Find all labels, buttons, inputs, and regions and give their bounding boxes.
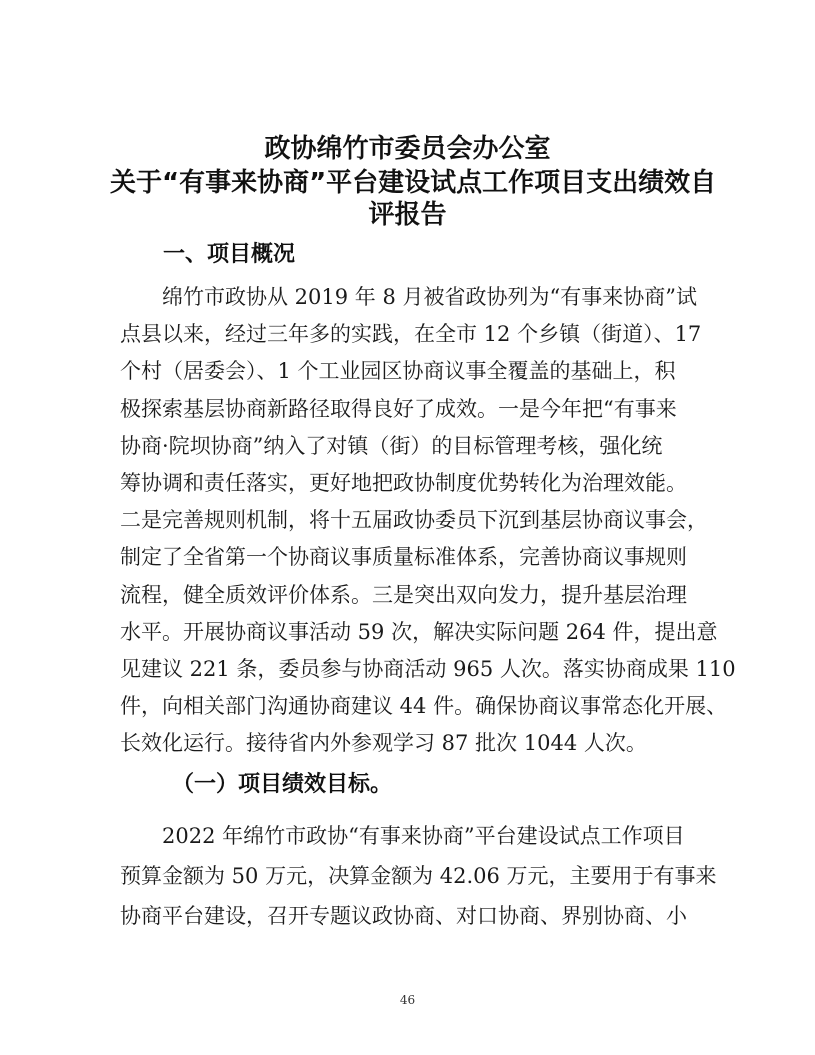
paragraph-1-line: 协商·院坝协商”纳入了对镇（街）的目标管理考核，强化统 — [120, 433, 663, 458]
subsection-heading-performance-goals: （一）项目绩效目标。 — [172, 772, 393, 797]
paragraph-1-line: 点县以来，经过三年多的实践，在全市 12 个乡镇（街道）、17 — [120, 322, 702, 347]
paragraph-2-line: 2022 年绵竹市政协“有事来协商”平台建设试点工作项目 — [162, 824, 685, 848]
paragraph-1-line: 个村（居委会）、1 个工业园区协商议事全覆盖的基础上，积 — [120, 359, 676, 384]
paragraph-1-line: 制定了全省第一个协商议事质量标准体系，完善协商议事规则 — [120, 545, 687, 570]
paragraph-1-line: 流程，健全质效评价体系。三是突出双向发力，提升基层治理 — [120, 582, 687, 607]
section-heading-project-overview: 一、项目概况 — [163, 242, 296, 267]
paragraph-1-line: 见建议 221 条，委员参与协商活动 965 人次。落实协商成果 110 — [120, 657, 736, 681]
paragraph-1-line: 极探索基层协商新路径取得良好了成效。一是今年把“有事来 — [120, 396, 677, 421]
paragraph-1-line: 二是完善规则机制，将十五届政协委员下沉到基层协商议事会， — [120, 508, 708, 533]
paragraph-1-line: 筹协调和责任落实，更好地把政协制度优势转化为治理效能。 — [120, 471, 687, 495]
paragraph-1-line: 水平。开展协商议事活动 59 次，解决实际问题 264 件，提出意 — [120, 619, 718, 644]
paragraph-1-line: 绵竹市政协从 2019 年 8 月被省政协列为“有事来协商”试 — [162, 285, 697, 309]
document-title-line-2: 关于“有事来协商”平台建设试点工作项目支出绩效自 — [110, 168, 717, 198]
document-title-line-1: 政协绵竹市委员会办公室 — [264, 134, 551, 164]
document-title-line-3: 评报告 — [368, 200, 447, 230]
paragraph-1-line: 长效化运行。接待省内外参观学习 87 批次 1044 人次。 — [120, 731, 647, 756]
paragraph-2-line: 预算金额为 50 万元，决算金额为 42.06 万元，主要用于有事来 — [120, 864, 717, 888]
paragraph-1-line: 件，向相关部门沟通协商建议 44 件。确保协商议事常态化开展、 — [120, 694, 728, 719]
paragraph-2-line: 协商平台建设，召开专题议政协商、对口协商、界别协商、小 — [120, 904, 687, 928]
page-number: 46 — [399, 993, 416, 1007]
